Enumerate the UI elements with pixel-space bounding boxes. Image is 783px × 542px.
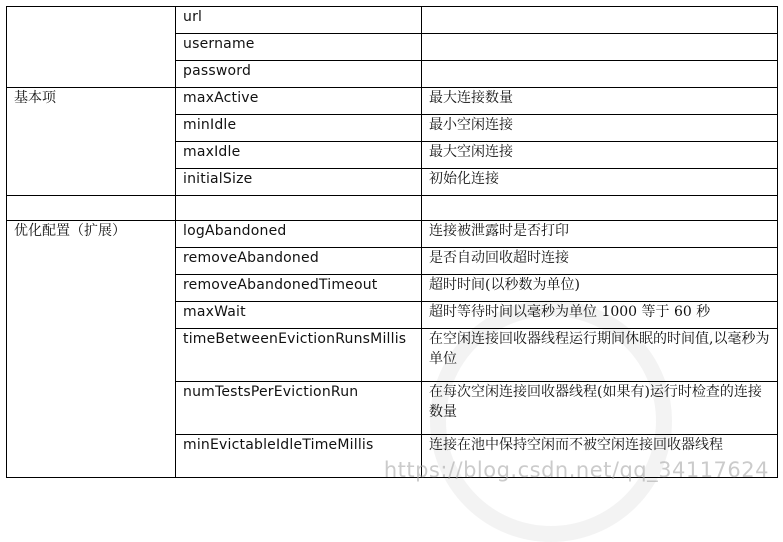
desc-cell xyxy=(422,61,778,88)
table-row xyxy=(7,7,778,34)
desc-cell: 连接在池中保持空闲而不被空闲连接回收器线程 xyxy=(422,435,778,478)
desc-cell: 是否自动回收超时连接 xyxy=(422,248,778,275)
config-table xyxy=(6,6,778,478)
desc-cell: 在空闲连接回收器线程运行期间休眠的时间值,以毫秒为单位 xyxy=(422,329,778,382)
desc-cell: 最大空闲连接 xyxy=(422,142,778,169)
key-cell: maxWait xyxy=(176,302,422,329)
desc-cell: 连接被泄露时是否打印 xyxy=(422,221,778,248)
desc-cell: 最小空闲连接 xyxy=(422,115,778,142)
desc-cell: 超时时间(以秒数为单位) xyxy=(422,275,778,302)
watermark-text: https://blog.csdn.net/qq_34117624 xyxy=(383,458,769,482)
table-row xyxy=(7,196,778,221)
desc-cell: 初始化连接 xyxy=(422,169,778,196)
key-cell xyxy=(176,196,422,221)
key-cell: url xyxy=(176,7,422,34)
desc-cell: 最大连接数量 xyxy=(422,88,778,115)
key-cell: timeBetweenEvictionRunsMillis xyxy=(176,329,422,382)
category-cell xyxy=(7,196,176,221)
key-cell: password xyxy=(176,61,422,88)
key-cell: removeAbandoned xyxy=(176,248,422,275)
desc-cell xyxy=(422,196,778,221)
desc-cell xyxy=(422,7,778,34)
key-cell: maxActive xyxy=(176,88,422,115)
desc-cell: 在每次空闲连接回收器线程(如果有)运行时检查的连接数量 xyxy=(422,382,778,435)
key-cell: username xyxy=(176,34,422,61)
category-cell xyxy=(7,7,176,88)
key-cell: maxIdle xyxy=(176,142,422,169)
table-row xyxy=(7,88,778,115)
desc-cell xyxy=(422,34,778,61)
table-row xyxy=(7,221,778,248)
key-cell: numTestsPerEvictionRun xyxy=(176,382,422,435)
key-cell: minEvictableIdleTimeMillis xyxy=(176,435,422,478)
key-cell: minIdle xyxy=(176,115,422,142)
category-cell: 优化配置（扩展） xyxy=(7,221,176,478)
desc-cell: 超时等待时间以毫秒为单位 1000 等于 60 秒 xyxy=(422,302,778,329)
key-cell: logAbandoned xyxy=(176,221,422,248)
key-cell: initialSize xyxy=(176,169,422,196)
key-cell: removeAbandonedTimeout xyxy=(176,275,422,302)
category-cell: 基本项 xyxy=(7,88,176,196)
